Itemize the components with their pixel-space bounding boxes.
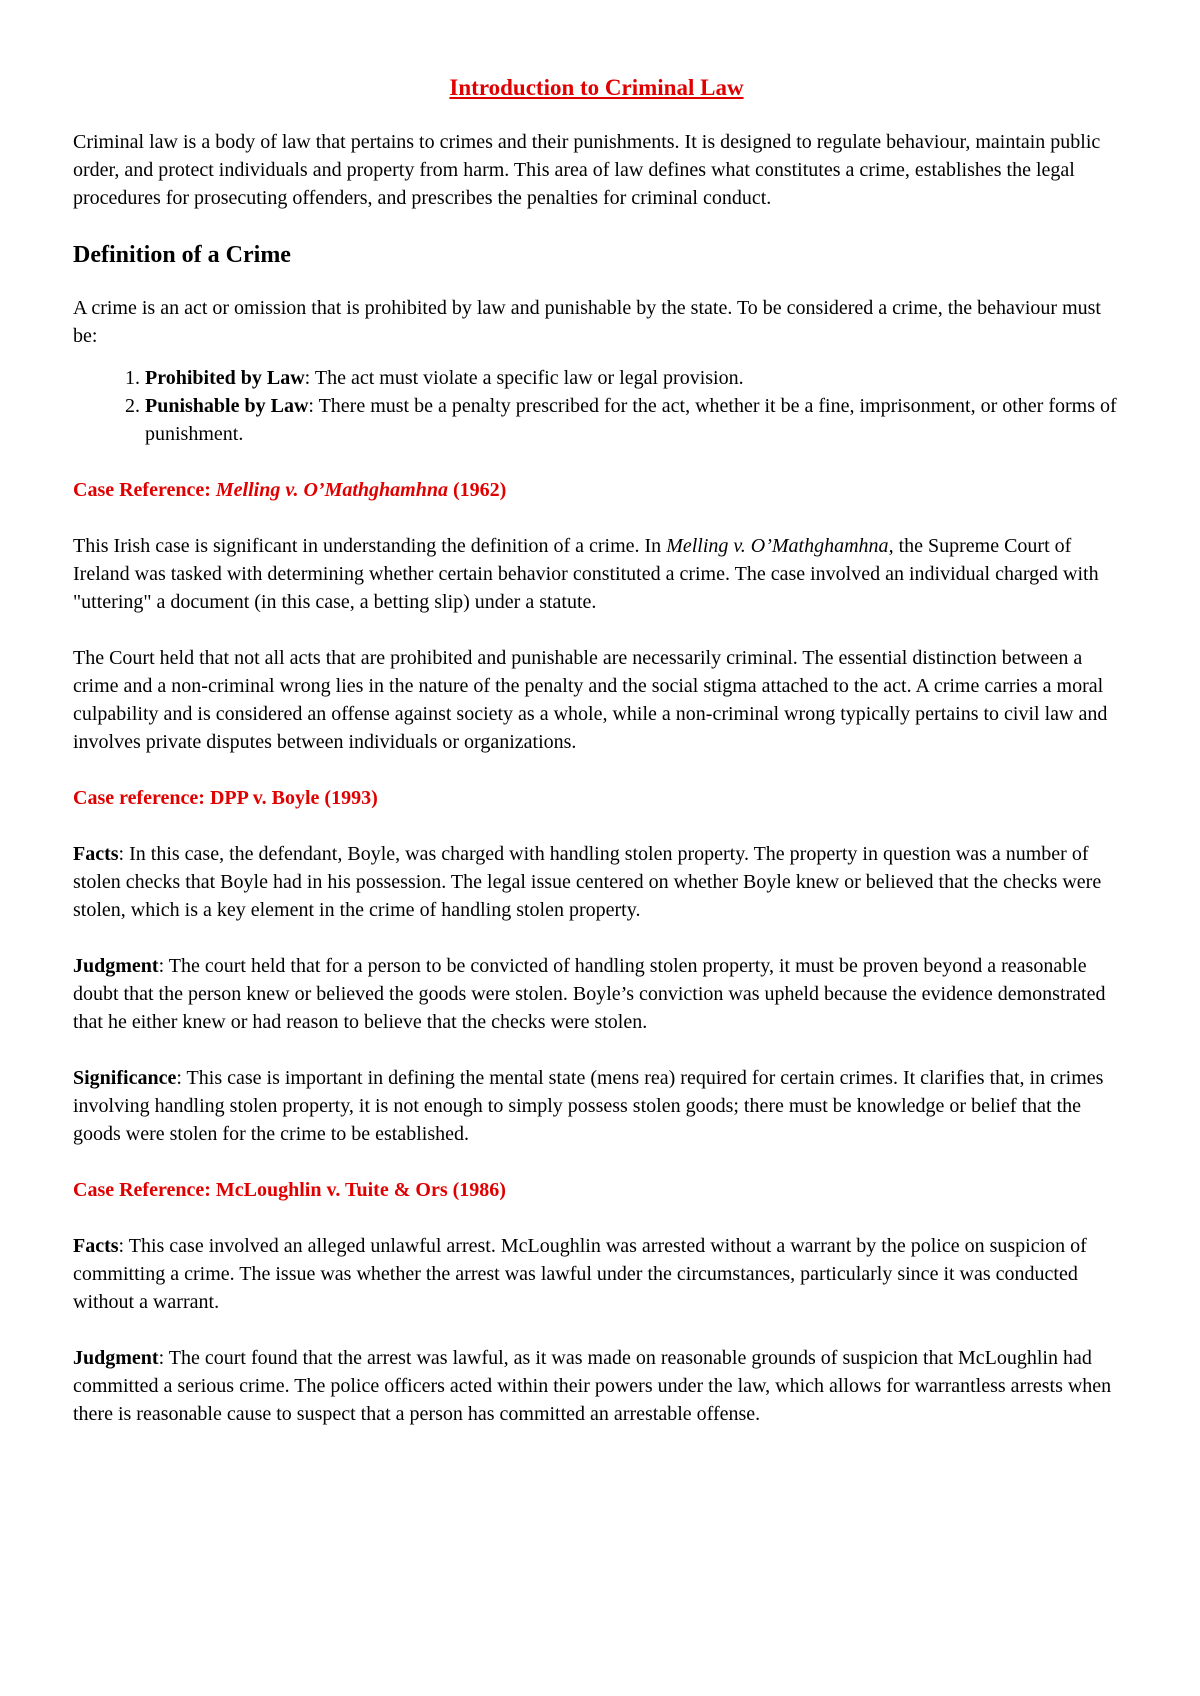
judgment-text: : The court held that for a person to be convicted of handling stolen property, it must be proven beyond a reasonable doubt that the person knew or believed the goods were stolen. Boyle’s conviction was upheld because the evidence demonstrated that he either knew or had reason to believe that the checks were stolen. — [73, 955, 1106, 1033]
judgment-paragraph — [73, 1344, 1120, 1428]
facts-paragraph — [73, 840, 1120, 924]
definition-heading: Definition of a Crime — [73, 242, 291, 268]
list-item — [145, 364, 1120, 392]
judgment-label: Judgment — [73, 1347, 159, 1369]
significance-label: Significance — [73, 1067, 177, 1089]
judgment-label: Judgment — [73, 955, 159, 977]
intro-paragraph: Criminal law is a body of law that pertains to crimes and their punishments. It is designed to regulate behaviour, maintain public order, and protect individuals and property from harm. This area of law defines what constitutes a crime, establishes the legal procedures for prosecuting offenders, and prescribes the penalties for criminal conduct. — [73, 131, 1101, 209]
case-name: Melling v. O’Mathghamhna — [215, 479, 448, 501]
facts-text: : In this case, the defendant, Boyle, was charged with handling stolen property. The property in question was a number of stolen checks that Boyle had in his possession. The legal issue centered on whether Boyle knew or believed that the checks were stolen, which is a key element in the crime of handling stolen property. — [73, 843, 1102, 921]
facts-paragraph — [73, 1232, 1120, 1316]
significance-text: : This case is important in defining the mental state (mens rea) required for certain crimes. It clarifies that, in crimes involving handling stolen property, it is not enough to simply possess stolen goods; there must be knowledge or belief that the goods were stolen for the crime to be established. — [73, 1067, 1104, 1145]
criteria-term: Punishable by Law — [145, 395, 309, 417]
criteria-term: Prohibited by Law — [145, 367, 305, 389]
case-heading-mcloughlin: Case Reference: McLoughlin v. Tuite & Ors (1986) — [73, 1179, 506, 1201]
criteria-desc: : The act must violate a specific law or legal provision. — [304, 367, 744, 389]
case-heading-melling — [73, 476, 1120, 504]
facts-label: Facts — [73, 843, 119, 865]
list-item — [145, 392, 1120, 448]
judgment-paragraph — [73, 952, 1120, 1036]
case-paragraph — [73, 532, 1120, 616]
case-heading-boyle: Case reference: DPP v. Boyle (1993) — [73, 787, 378, 809]
case-year: (1962) — [447, 479, 507, 501]
facts-label: Facts — [73, 1235, 119, 1257]
definition-paragraph: A crime is an act or omission that is prohibited by law and punishable by the state. To be considered a crime, the behaviour must be: — [73, 297, 1101, 347]
criteria-desc: : There must be a penalty prescribed for the act, whether it be a fine, imprisonment, or other forms of punishment. — [145, 395, 1117, 445]
judgment-text: : The court found that the arrest was lawful, as it was made on reasonable grounds of suspicion that McLoughlin had committed a serious crime. The police officers acted within their powers under the law, which allows for warrantless arrests when there is reasonable cause to suspect that a person has committed an arrestable offense. — [73, 1347, 1112, 1425]
significance-paragraph — [73, 1064, 1120, 1148]
case-prefix: Case Reference: — [73, 479, 216, 501]
criteria-list — [73, 364, 1120, 448]
text-run: This Irish case is significant in understanding the definition of a crime. In — [73, 535, 667, 557]
case-paragraph: The Court held that not all acts that are prohibited and punishable are necessarily criminal. The essential distinction between a crime and a non-criminal wrong lies in the nature of the penalty and the social stigma attached to the act. A crime carries a moral culpability and is considered an offense against society as a whole, while a non-criminal wrong typically pertains to civil law and involves private disputes between individuals or organizations. — [73, 647, 1108, 753]
case-name-inline: Melling v. O’Mathghamhna — [666, 535, 889, 557]
text-run: , the Supreme Court of Ireland was tasked with determining whether certain behavior constituted a crime. The case involved an individual charged with "uttering" a document (in this case, a betting slip) under a statute. — [73, 535, 1099, 613]
facts-text: : This case involved an alleged unlawful arrest. McLoughlin was arrested without a warrant by the police on suspicion of committing a crime. The issue was whether the arrest was lawful under the circumstances, particularly since it was conducted without a warrant. — [73, 1235, 1087, 1313]
document-title: Introduction to Criminal Law — [449, 75, 744, 100]
